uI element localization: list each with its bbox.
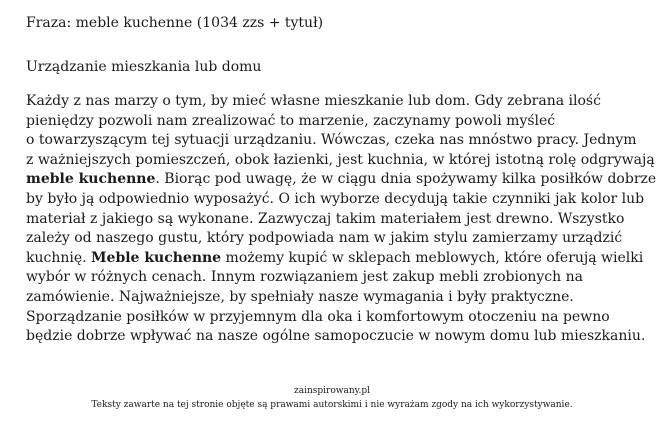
article-line: zamówienie. Najważniejsze, by spełniały nasze wymagania i były praktyczne.	[26, 288, 574, 305]
keyword-highlight: Meble kuchenne	[91, 249, 222, 266]
article-line: materiał z jakiego są wykonane. Zazwyczaj takim materiałem jest drewno. Wszystko	[26, 210, 625, 227]
article-line: Sporządzanie posiłków w przyjemnym dla oka i komfortowym otoczeniu na pewno	[26, 308, 610, 325]
article-line: wybór w różnych cenach. Innym rozwiązaniem jest zakup mebli zrobionych na	[26, 269, 583, 286]
article-line: kuchnię. Meble kuchenne możemy kupić w sklepach meblowych, które oferują wielki	[26, 249, 644, 266]
footer-site-name: zainspirowany.pl	[293, 386, 371, 396]
article-line: będzie dobrze wpływać na nasze ogólne samopoczucie w nowym domu lub mieszkaniu.	[26, 328, 646, 345]
keyword-phrase-heading: Fraza: meble kuchenne (1034 zzs + tytuł)	[26, 15, 324, 31]
article-body	[26, 92, 657, 347]
article-line: pieniędzy pozwoli nam zrealizować to marzenie, zaczynamy powoli myśleć	[26, 112, 556, 129]
copyright-notice: Teksty zawarte na tej stronie objęte są prawami autorskimi i nie wyrażam zgody na ich wykorzystywanie.	[91, 400, 573, 410]
keyword-highlight: meble kuchenne	[26, 171, 156, 188]
article-line: z ważniejszych pomieszczeń, obok łazienki, jest kuchnia, w której istotną rolę odgrywają	[26, 151, 655, 168]
article-line: Każdy z nas marzy o tym, by mieć własne mieszkanie lub dom. Gdy zebrana ilość	[26, 93, 601, 109]
article-title: Urządzanie mieszkania lub domu	[26, 59, 262, 75]
article-line: zależy od naszego gustu, który podpowiada nam w jakim stylu zamierzamy urządzić	[26, 230, 623, 247]
article-line: o towarzyszącym tej sytuacji urządzaniu. Wówczas, czeka nas mnóstwo pracy. Jednym	[26, 132, 637, 149]
article-line: meble kuchenne. Biorąc pod uwagę, że w ciągu dnia spożywamy kilka posiłków dobrze	[26, 171, 657, 188]
footer	[26, 384, 638, 412]
article-line: by było ją odpowiednio wyposażyć. O ich wyborze decydują takie czynniki jak kolor lub	[26, 190, 645, 207]
